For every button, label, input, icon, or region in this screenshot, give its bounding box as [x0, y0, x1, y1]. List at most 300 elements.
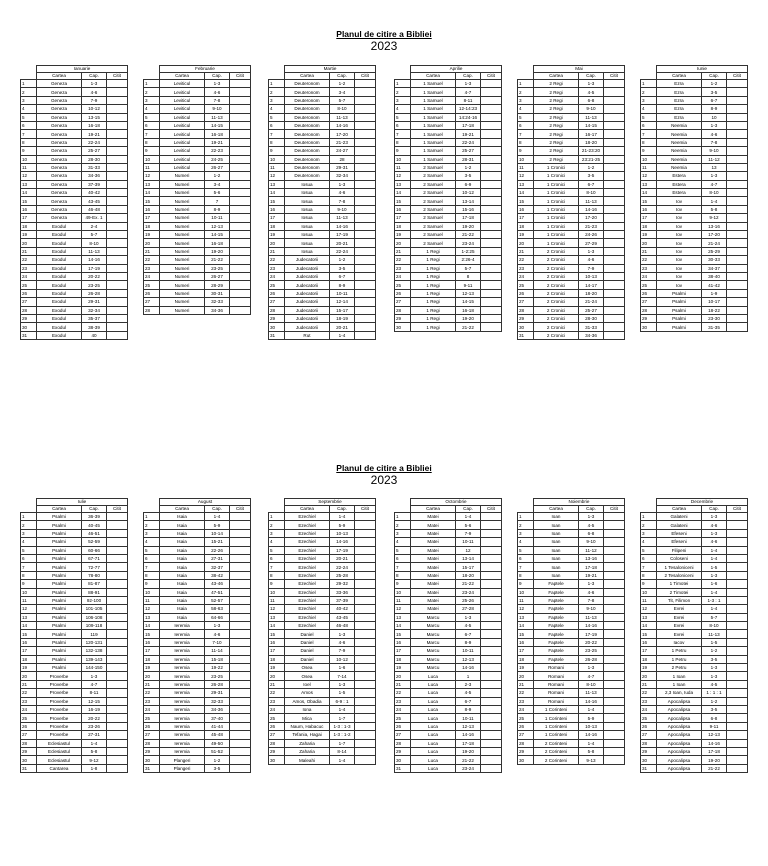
- read-checkbox-cell[interactable]: [107, 247, 128, 255]
- read-checkbox-cell[interactable]: [481, 513, 502, 521]
- read-checkbox-cell[interactable]: [604, 80, 625, 88]
- read-checkbox-cell[interactable]: [604, 680, 625, 688]
- read-checkbox-cell[interactable]: [604, 521, 625, 529]
- read-checkbox-cell[interactable]: [727, 680, 748, 688]
- read-checkbox-cell[interactable]: [355, 588, 376, 596]
- read-checkbox-cell[interactable]: [107, 563, 128, 571]
- read-checkbox-cell[interactable]: [107, 205, 128, 213]
- read-checkbox-cell[interactable]: [727, 121, 748, 129]
- read-checkbox-cell[interactable]: [355, 571, 376, 579]
- read-checkbox-cell[interactable]: [604, 231, 625, 239]
- read-checkbox-cell[interactable]: [727, 272, 748, 280]
- read-checkbox-cell[interactable]: [727, 739, 748, 747]
- read-checkbox-cell[interactable]: [355, 281, 376, 289]
- read-checkbox-cell[interactable]: [727, 622, 748, 630]
- read-checkbox-cell[interactable]: [230, 298, 251, 306]
- read-checkbox-cell[interactable]: [230, 180, 251, 188]
- read-checkbox-cell[interactable]: [604, 613, 625, 621]
- read-checkbox-cell[interactable]: [604, 605, 625, 613]
- read-checkbox-cell[interactable]: [355, 546, 376, 554]
- read-checkbox-cell[interactable]: [230, 272, 251, 280]
- read-checkbox-cell[interactable]: [230, 306, 251, 314]
- read-checkbox-cell[interactable]: [727, 214, 748, 222]
- read-checkbox-cell[interactable]: [604, 88, 625, 96]
- read-checkbox-cell[interactable]: [355, 513, 376, 521]
- read-checkbox-cell[interactable]: [355, 138, 376, 146]
- read-checkbox-cell[interactable]: [107, 281, 128, 289]
- read-checkbox-cell[interactable]: [355, 538, 376, 546]
- read-checkbox-cell[interactable]: [727, 689, 748, 697]
- read-checkbox-cell[interactable]: [355, 705, 376, 713]
- read-checkbox-cell[interactable]: [604, 705, 625, 713]
- read-checkbox-cell[interactable]: [727, 130, 748, 138]
- read-checkbox-cell[interactable]: [355, 163, 376, 171]
- read-checkbox-cell[interactable]: [230, 739, 251, 747]
- read-checkbox-cell[interactable]: [107, 189, 128, 197]
- read-checkbox-cell[interactable]: [355, 714, 376, 722]
- read-checkbox-cell[interactable]: [727, 580, 748, 588]
- read-checkbox-cell[interactable]: [727, 731, 748, 739]
- read-checkbox-cell[interactable]: [230, 731, 251, 739]
- read-checkbox-cell[interactable]: [230, 680, 251, 688]
- read-checkbox-cell[interactable]: [355, 96, 376, 104]
- read-checkbox-cell[interactable]: [230, 138, 251, 146]
- read-checkbox-cell[interactable]: [107, 231, 128, 239]
- read-checkbox-cell[interactable]: [481, 231, 502, 239]
- read-checkbox-cell[interactable]: [355, 613, 376, 621]
- read-checkbox-cell[interactable]: [230, 747, 251, 755]
- read-checkbox-cell[interactable]: [107, 588, 128, 596]
- read-checkbox-cell[interactable]: [604, 264, 625, 272]
- read-checkbox-cell[interactable]: [727, 529, 748, 537]
- read-checkbox-cell[interactable]: [481, 647, 502, 655]
- read-checkbox-cell[interactable]: [604, 197, 625, 205]
- read-checkbox-cell[interactable]: [230, 513, 251, 521]
- read-checkbox-cell[interactable]: [727, 705, 748, 713]
- read-checkbox-cell[interactable]: [230, 705, 251, 713]
- read-checkbox-cell[interactable]: [481, 281, 502, 289]
- read-checkbox-cell[interactable]: [355, 88, 376, 96]
- read-checkbox-cell[interactable]: [481, 113, 502, 121]
- read-checkbox-cell[interactable]: [230, 655, 251, 663]
- read-checkbox-cell[interactable]: [481, 88, 502, 96]
- read-checkbox-cell[interactable]: [604, 113, 625, 121]
- read-checkbox-cell[interactable]: [355, 731, 376, 739]
- read-checkbox-cell[interactable]: [355, 622, 376, 630]
- read-checkbox-cell[interactable]: [107, 571, 128, 579]
- read-checkbox-cell[interactable]: [107, 722, 128, 730]
- read-checkbox-cell[interactable]: [355, 747, 376, 755]
- read-checkbox-cell[interactable]: [230, 764, 251, 772]
- read-checkbox-cell[interactable]: [604, 554, 625, 562]
- read-checkbox-cell[interactable]: [604, 546, 625, 554]
- read-checkbox-cell[interactable]: [230, 630, 251, 638]
- read-checkbox-cell[interactable]: [107, 622, 128, 630]
- read-checkbox-cell[interactable]: [107, 180, 128, 188]
- read-checkbox-cell[interactable]: [604, 664, 625, 672]
- read-checkbox-cell[interactable]: [355, 239, 376, 247]
- read-checkbox-cell[interactable]: [481, 189, 502, 197]
- read-checkbox-cell[interactable]: [727, 163, 748, 171]
- read-checkbox-cell[interactable]: [355, 689, 376, 697]
- read-checkbox-cell[interactable]: [107, 521, 128, 529]
- read-checkbox-cell[interactable]: [481, 147, 502, 155]
- read-checkbox-cell[interactable]: [481, 731, 502, 739]
- read-checkbox-cell[interactable]: [727, 306, 748, 314]
- read-checkbox-cell[interactable]: [107, 314, 128, 322]
- read-checkbox-cell[interactable]: [727, 113, 748, 121]
- read-checkbox-cell[interactable]: [727, 538, 748, 546]
- read-checkbox-cell[interactable]: [604, 256, 625, 264]
- read-checkbox-cell[interactable]: [604, 571, 625, 579]
- read-checkbox-cell[interactable]: [355, 638, 376, 646]
- read-checkbox-cell[interactable]: [107, 214, 128, 222]
- read-checkbox-cell[interactable]: [727, 638, 748, 646]
- read-checkbox-cell[interactable]: [604, 130, 625, 138]
- read-checkbox-cell[interactable]: [107, 538, 128, 546]
- read-checkbox-cell[interactable]: [481, 630, 502, 638]
- read-checkbox-cell[interactable]: [230, 113, 251, 121]
- read-checkbox-cell[interactable]: [727, 554, 748, 562]
- read-checkbox-cell[interactable]: [107, 689, 128, 697]
- read-checkbox-cell[interactable]: [604, 513, 625, 521]
- read-checkbox-cell[interactable]: [230, 571, 251, 579]
- read-checkbox-cell[interactable]: [481, 764, 502, 772]
- read-checkbox-cell[interactable]: [727, 298, 748, 306]
- read-checkbox-cell[interactable]: [107, 554, 128, 562]
- read-checkbox-cell[interactable]: [230, 222, 251, 230]
- read-checkbox-cell[interactable]: [727, 664, 748, 672]
- read-checkbox-cell[interactable]: [481, 222, 502, 230]
- read-checkbox-cell[interactable]: [604, 580, 625, 588]
- read-checkbox-cell[interactable]: [604, 239, 625, 247]
- read-checkbox-cell[interactable]: [727, 571, 748, 579]
- read-checkbox-cell[interactable]: [230, 714, 251, 722]
- read-checkbox-cell[interactable]: [107, 672, 128, 680]
- read-checkbox-cell[interactable]: [230, 205, 251, 213]
- read-checkbox-cell[interactable]: [355, 529, 376, 537]
- read-checkbox-cell[interactable]: [727, 172, 748, 180]
- read-checkbox-cell[interactable]: [355, 222, 376, 230]
- read-checkbox-cell[interactable]: [604, 756, 625, 764]
- read-checkbox-cell[interactable]: [107, 96, 128, 104]
- read-checkbox-cell[interactable]: [107, 680, 128, 688]
- read-checkbox-cell[interactable]: [355, 722, 376, 730]
- read-checkbox-cell[interactable]: [727, 147, 748, 155]
- read-checkbox-cell[interactable]: [727, 764, 748, 772]
- read-checkbox-cell[interactable]: [481, 714, 502, 722]
- read-checkbox-cell[interactable]: [604, 147, 625, 155]
- read-checkbox-cell[interactable]: [481, 105, 502, 113]
- read-checkbox-cell[interactable]: [107, 138, 128, 146]
- read-checkbox-cell[interactable]: [230, 121, 251, 129]
- read-checkbox-cell[interactable]: [107, 756, 128, 764]
- read-checkbox-cell[interactable]: [604, 563, 625, 571]
- read-checkbox-cell[interactable]: [727, 138, 748, 146]
- read-checkbox-cell[interactable]: [481, 672, 502, 680]
- read-checkbox-cell[interactable]: [107, 546, 128, 554]
- read-checkbox-cell[interactable]: [604, 722, 625, 730]
- read-checkbox-cell[interactable]: [604, 622, 625, 630]
- read-checkbox-cell[interactable]: [481, 680, 502, 688]
- read-checkbox-cell[interactable]: [727, 513, 748, 521]
- read-checkbox-cell[interactable]: [727, 521, 748, 529]
- read-checkbox-cell[interactable]: [481, 272, 502, 280]
- read-checkbox-cell[interactable]: [107, 580, 128, 588]
- read-checkbox-cell[interactable]: [355, 739, 376, 747]
- read-checkbox-cell[interactable]: [230, 596, 251, 604]
- read-checkbox-cell[interactable]: [355, 563, 376, 571]
- read-checkbox-cell[interactable]: [107, 655, 128, 663]
- read-checkbox-cell[interactable]: [727, 222, 748, 230]
- read-checkbox-cell[interactable]: [355, 121, 376, 129]
- read-checkbox-cell[interactable]: [355, 113, 376, 121]
- read-checkbox-cell[interactable]: [355, 655, 376, 663]
- read-checkbox-cell[interactable]: [481, 605, 502, 613]
- read-checkbox-cell[interactable]: [230, 722, 251, 730]
- read-checkbox-cell[interactable]: [604, 172, 625, 180]
- read-checkbox-cell[interactable]: [727, 722, 748, 730]
- read-checkbox-cell[interactable]: [604, 222, 625, 230]
- read-checkbox-cell[interactable]: [107, 739, 128, 747]
- read-checkbox-cell[interactable]: [355, 289, 376, 297]
- read-checkbox-cell[interactable]: [481, 314, 502, 322]
- read-checkbox-cell[interactable]: [355, 323, 376, 331]
- read-checkbox-cell[interactable]: [355, 596, 376, 604]
- read-checkbox-cell[interactable]: [355, 521, 376, 529]
- read-checkbox-cell[interactable]: [355, 697, 376, 705]
- read-checkbox-cell[interactable]: [727, 314, 748, 322]
- read-checkbox-cell[interactable]: [481, 613, 502, 621]
- read-checkbox-cell[interactable]: [604, 180, 625, 188]
- read-checkbox-cell[interactable]: [355, 306, 376, 314]
- read-checkbox-cell[interactable]: [481, 571, 502, 579]
- read-checkbox-cell[interactable]: [355, 264, 376, 272]
- read-checkbox-cell[interactable]: [355, 331, 376, 339]
- read-checkbox-cell[interactable]: [107, 163, 128, 171]
- read-checkbox-cell[interactable]: [107, 714, 128, 722]
- read-checkbox-cell[interactable]: [107, 513, 128, 521]
- read-checkbox-cell[interactable]: [727, 289, 748, 297]
- read-checkbox-cell[interactable]: [727, 672, 748, 680]
- read-checkbox-cell[interactable]: [230, 605, 251, 613]
- read-checkbox-cell[interactable]: [727, 80, 748, 88]
- read-checkbox-cell[interactable]: [481, 722, 502, 730]
- read-checkbox-cell[interactable]: [355, 664, 376, 672]
- read-checkbox-cell[interactable]: [604, 214, 625, 222]
- read-checkbox-cell[interactable]: [604, 155, 625, 163]
- read-checkbox-cell[interactable]: [230, 563, 251, 571]
- read-checkbox-cell[interactable]: [727, 546, 748, 554]
- read-checkbox-cell[interactable]: [355, 680, 376, 688]
- read-checkbox-cell[interactable]: [604, 272, 625, 280]
- read-checkbox-cell[interactable]: [481, 705, 502, 713]
- read-checkbox-cell[interactable]: [355, 756, 376, 764]
- read-checkbox-cell[interactable]: [107, 638, 128, 646]
- read-checkbox-cell[interactable]: [355, 147, 376, 155]
- read-checkbox-cell[interactable]: [727, 747, 748, 755]
- read-checkbox-cell[interactable]: [230, 281, 251, 289]
- read-checkbox-cell[interactable]: [604, 630, 625, 638]
- read-checkbox-cell[interactable]: [727, 256, 748, 264]
- read-checkbox-cell[interactable]: [355, 247, 376, 255]
- read-checkbox-cell[interactable]: [230, 105, 251, 113]
- read-checkbox-cell[interactable]: [481, 529, 502, 537]
- read-checkbox-cell[interactable]: [107, 747, 128, 755]
- read-checkbox-cell[interactable]: [355, 80, 376, 88]
- read-checkbox-cell[interactable]: [481, 580, 502, 588]
- read-checkbox-cell[interactable]: [604, 739, 625, 747]
- read-checkbox-cell[interactable]: [481, 697, 502, 705]
- read-checkbox-cell[interactable]: [355, 172, 376, 180]
- read-checkbox-cell[interactable]: [230, 80, 251, 88]
- read-checkbox-cell[interactable]: [355, 155, 376, 163]
- read-checkbox-cell[interactable]: [107, 331, 128, 339]
- read-checkbox-cell[interactable]: [481, 264, 502, 272]
- read-checkbox-cell[interactable]: [230, 231, 251, 239]
- read-checkbox-cell[interactable]: [727, 180, 748, 188]
- read-checkbox-cell[interactable]: [727, 323, 748, 331]
- read-checkbox-cell[interactable]: [355, 580, 376, 588]
- read-checkbox-cell[interactable]: [727, 563, 748, 571]
- read-checkbox-cell[interactable]: [604, 323, 625, 331]
- read-checkbox-cell[interactable]: [107, 155, 128, 163]
- read-checkbox-cell[interactable]: [604, 689, 625, 697]
- read-checkbox-cell[interactable]: [727, 655, 748, 663]
- read-checkbox-cell[interactable]: [481, 298, 502, 306]
- read-checkbox-cell[interactable]: [107, 222, 128, 230]
- read-checkbox-cell[interactable]: [727, 189, 748, 197]
- read-checkbox-cell[interactable]: [355, 298, 376, 306]
- read-checkbox-cell[interactable]: [107, 705, 128, 713]
- read-checkbox-cell[interactable]: [481, 289, 502, 297]
- read-checkbox-cell[interactable]: [107, 596, 128, 604]
- read-checkbox-cell[interactable]: [604, 314, 625, 322]
- read-checkbox-cell[interactable]: [355, 630, 376, 638]
- read-checkbox-cell[interactable]: [230, 622, 251, 630]
- read-checkbox-cell[interactable]: [230, 214, 251, 222]
- read-checkbox-cell[interactable]: [230, 163, 251, 171]
- read-checkbox-cell[interactable]: [604, 205, 625, 213]
- read-checkbox-cell[interactable]: [107, 630, 128, 638]
- read-checkbox-cell[interactable]: [604, 596, 625, 604]
- read-checkbox-cell[interactable]: [230, 289, 251, 297]
- read-checkbox-cell[interactable]: [481, 121, 502, 129]
- read-checkbox-cell[interactable]: [481, 205, 502, 213]
- read-checkbox-cell[interactable]: [727, 231, 748, 239]
- read-checkbox-cell[interactable]: [604, 247, 625, 255]
- read-checkbox-cell[interactable]: [727, 630, 748, 638]
- read-checkbox-cell[interactable]: [481, 239, 502, 247]
- read-checkbox-cell[interactable]: [107, 239, 128, 247]
- read-checkbox-cell[interactable]: [230, 147, 251, 155]
- read-checkbox-cell[interactable]: [727, 596, 748, 604]
- read-checkbox-cell[interactable]: [481, 689, 502, 697]
- read-checkbox-cell[interactable]: [230, 672, 251, 680]
- read-checkbox-cell[interactable]: [481, 130, 502, 138]
- read-checkbox-cell[interactable]: [727, 756, 748, 764]
- read-checkbox-cell[interactable]: [604, 189, 625, 197]
- read-checkbox-cell[interactable]: [107, 113, 128, 121]
- read-checkbox-cell[interactable]: [107, 272, 128, 280]
- read-checkbox-cell[interactable]: [604, 306, 625, 314]
- read-checkbox-cell[interactable]: [604, 655, 625, 663]
- read-checkbox-cell[interactable]: [481, 96, 502, 104]
- read-checkbox-cell[interactable]: [481, 622, 502, 630]
- read-checkbox-cell[interactable]: [230, 756, 251, 764]
- read-checkbox-cell[interactable]: [107, 605, 128, 613]
- read-checkbox-cell[interactable]: [727, 605, 748, 613]
- read-checkbox-cell[interactable]: [230, 189, 251, 197]
- read-checkbox-cell[interactable]: [107, 289, 128, 297]
- read-checkbox-cell[interactable]: [230, 529, 251, 537]
- read-checkbox-cell[interactable]: [355, 180, 376, 188]
- read-checkbox-cell[interactable]: [481, 521, 502, 529]
- read-checkbox-cell[interactable]: [481, 747, 502, 755]
- read-checkbox-cell[interactable]: [230, 538, 251, 546]
- read-checkbox-cell[interactable]: [355, 554, 376, 562]
- read-checkbox-cell[interactable]: [481, 554, 502, 562]
- read-checkbox-cell[interactable]: [481, 306, 502, 314]
- read-checkbox-cell[interactable]: [481, 172, 502, 180]
- read-checkbox-cell[interactable]: [355, 105, 376, 113]
- read-checkbox-cell[interactable]: [107, 697, 128, 705]
- read-checkbox-cell[interactable]: [230, 264, 251, 272]
- read-checkbox-cell[interactable]: [107, 105, 128, 113]
- read-checkbox-cell[interactable]: [604, 96, 625, 104]
- read-checkbox-cell[interactable]: [604, 281, 625, 289]
- read-checkbox-cell[interactable]: [481, 197, 502, 205]
- read-checkbox-cell[interactable]: [727, 197, 748, 205]
- read-checkbox-cell[interactable]: [727, 205, 748, 213]
- read-checkbox-cell[interactable]: [230, 247, 251, 255]
- read-checkbox-cell[interactable]: [727, 88, 748, 96]
- read-checkbox-cell[interactable]: [107, 323, 128, 331]
- read-checkbox-cell[interactable]: [604, 672, 625, 680]
- read-checkbox-cell[interactable]: [230, 697, 251, 705]
- read-checkbox-cell[interactable]: [481, 588, 502, 596]
- read-checkbox-cell[interactable]: [727, 281, 748, 289]
- read-checkbox-cell[interactable]: [355, 214, 376, 222]
- read-checkbox-cell[interactable]: [604, 298, 625, 306]
- read-checkbox-cell[interactable]: [481, 538, 502, 546]
- read-checkbox-cell[interactable]: [107, 256, 128, 264]
- read-checkbox-cell[interactable]: [355, 672, 376, 680]
- read-checkbox-cell[interactable]: [481, 180, 502, 188]
- read-checkbox-cell[interactable]: [481, 664, 502, 672]
- read-checkbox-cell[interactable]: [107, 121, 128, 129]
- read-checkbox-cell[interactable]: [604, 138, 625, 146]
- read-checkbox-cell[interactable]: [604, 731, 625, 739]
- read-checkbox-cell[interactable]: [481, 247, 502, 255]
- read-checkbox-cell[interactable]: [604, 697, 625, 705]
- read-checkbox-cell[interactable]: [107, 147, 128, 155]
- read-checkbox-cell[interactable]: [230, 239, 251, 247]
- read-checkbox-cell[interactable]: [230, 580, 251, 588]
- read-checkbox-cell[interactable]: [604, 647, 625, 655]
- read-checkbox-cell[interactable]: [230, 664, 251, 672]
- read-checkbox-cell[interactable]: [727, 105, 748, 113]
- read-checkbox-cell[interactable]: [481, 256, 502, 264]
- read-checkbox-cell[interactable]: [230, 546, 251, 554]
- read-checkbox-cell[interactable]: [727, 647, 748, 655]
- read-checkbox-cell[interactable]: [107, 731, 128, 739]
- read-checkbox-cell[interactable]: [230, 638, 251, 646]
- read-checkbox-cell[interactable]: [727, 96, 748, 104]
- read-checkbox-cell[interactable]: [604, 163, 625, 171]
- read-checkbox-cell[interactable]: [107, 306, 128, 314]
- read-checkbox-cell[interactable]: [230, 96, 251, 104]
